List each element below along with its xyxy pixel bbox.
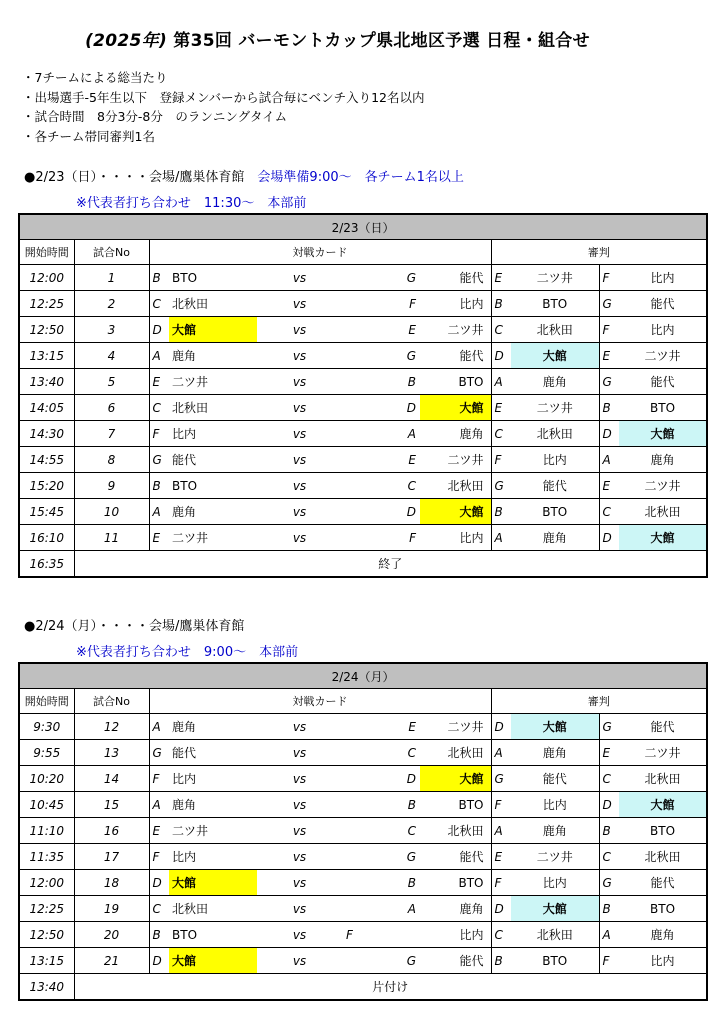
match-row [19, 421, 707, 447]
match-time: 12:25 [19, 896, 74, 922]
page-title [0, 26, 675, 51]
referee1-letter: D [491, 714, 511, 740]
team-b-name: 比内 [420, 291, 491, 317]
referee2-team: 二ツ井 [619, 473, 707, 499]
match-no: 6 [74, 395, 149, 421]
referee1-letter: A [491, 818, 511, 844]
team-a-name: 北秋田 [169, 395, 257, 421]
team-b-name: 二ツ井 [420, 317, 491, 343]
referee2-letter: B [599, 818, 619, 844]
referee2-team: 二ツ井 [619, 343, 707, 369]
referee1-team: 北秋田 [511, 317, 599, 343]
end-label: 片付け [74, 974, 707, 1001]
match-row [19, 265, 707, 291]
team-a-letter: A [149, 792, 169, 818]
referee2-letter: G [599, 291, 619, 317]
team-a-letter: E [149, 525, 169, 551]
vs-label: vs [257, 714, 342, 740]
referee1-team: 二ツ井 [511, 395, 599, 421]
match-no: 5 [74, 369, 149, 395]
match-row [19, 714, 707, 740]
referee1-letter: A [491, 525, 511, 551]
referee1-team: 能代 [511, 473, 599, 499]
team-b-name: 鹿角 [420, 896, 491, 922]
vs-label: vs [257, 948, 342, 974]
vs-label: vs [257, 265, 342, 291]
team-b-letter: E [342, 714, 420, 740]
team-a-letter: C [149, 395, 169, 421]
vs-label: vs [257, 844, 342, 870]
match-time: 12:25 [19, 291, 74, 317]
match-time: 14:55 [19, 447, 74, 473]
match-no: 17 [74, 844, 149, 870]
referee1-team: 鹿角 [511, 369, 599, 395]
day1-venue: ●2/23（日）・・・・会場/鷹巣体育館 [24, 170, 258, 185]
team-b-name: 比内 [420, 922, 491, 948]
col-header-no: 試合No [74, 689, 149, 714]
vs-label: vs [257, 369, 342, 395]
title-year: (2025年) [85, 31, 168, 51]
team-a-name: 二ツ井 [169, 369, 257, 395]
referee1-letter: C [491, 317, 511, 343]
vs-label: vs [257, 525, 342, 551]
referee2-team: BTO [619, 896, 707, 922]
match-no: 1 [74, 265, 149, 291]
referee2-team: 比内 [619, 317, 707, 343]
team-b-letter: D [342, 766, 420, 792]
match-time: 11:35 [19, 844, 74, 870]
team-a-name: 北秋田 [169, 896, 257, 922]
team-a-name: 鹿角 [169, 792, 257, 818]
col-header-card: 対戦カード [149, 689, 491, 714]
match-time: 9:30 [19, 714, 74, 740]
referee1-letter: B [491, 948, 511, 974]
match-time: 10:45 [19, 792, 74, 818]
referee1-letter: A [491, 369, 511, 395]
match-time: 14:05 [19, 395, 74, 421]
referee2-team: BTO [619, 818, 707, 844]
match-row [19, 343, 707, 369]
referee1-letter: E [491, 844, 511, 870]
team-a-name: 大館 [169, 948, 257, 974]
team-a-name: 大館 [169, 870, 257, 896]
team-a-letter: F [149, 421, 169, 447]
referee1-team: 比内 [511, 447, 599, 473]
match-row [19, 922, 707, 948]
team-b-name: 北秋田 [420, 740, 491, 766]
team-b-name: 比内 [420, 525, 491, 551]
team-a-letter: C [149, 896, 169, 922]
vs-label: vs [257, 473, 342, 499]
match-time: 15:45 [19, 499, 74, 525]
referee1-team: BTO [511, 291, 599, 317]
team-a-name: 大館 [169, 317, 257, 343]
match-row [19, 948, 707, 974]
match-time: 13:40 [19, 369, 74, 395]
referee2-team: 北秋田 [619, 766, 707, 792]
vs-label: vs [257, 818, 342, 844]
team-a-letter: B [149, 473, 169, 499]
team-b-name: 大館 [420, 499, 491, 525]
notes [22, 68, 425, 146]
col-header-no: 試合No [74, 240, 149, 265]
referee1-letter: A [491, 740, 511, 766]
day2-schedule-table [18, 662, 708, 1001]
match-no: 21 [74, 948, 149, 974]
match-no: 4 [74, 343, 149, 369]
date-header: 2/24（月） [19, 663, 707, 689]
team-b-letter: G [342, 343, 420, 369]
match-no: 14 [74, 766, 149, 792]
match-no: 10 [74, 499, 149, 525]
match-no: 9 [74, 473, 149, 499]
referee2-team: 大館 [619, 792, 707, 818]
match-row [19, 844, 707, 870]
team-b-name: 能代 [420, 265, 491, 291]
vs-label: vs [257, 421, 342, 447]
referee2-team: 大館 [619, 421, 707, 447]
referee2-letter: G [599, 369, 619, 395]
vs-label: vs [257, 395, 342, 421]
referee1-team: 比内 [511, 792, 599, 818]
team-a-name: 鹿角 [169, 343, 257, 369]
referee2-team: 能代 [619, 291, 707, 317]
referee2-team: 能代 [619, 870, 707, 896]
match-time: 14:30 [19, 421, 74, 447]
team-a-letter: F [149, 766, 169, 792]
team-b-letter: A [342, 421, 420, 447]
team-a-letter: B [149, 265, 169, 291]
referee1-team: BTO [511, 499, 599, 525]
team-b-name: 能代 [420, 844, 491, 870]
team-b-name: 鹿角 [420, 421, 491, 447]
team-a-name: 比内 [169, 844, 257, 870]
vs-label: vs [257, 766, 342, 792]
day1-meeting: ※代表者打ち合わせ 11:30～ 本部前 [76, 196, 307, 211]
referee2-letter: G [599, 870, 619, 896]
team-b-letter: G [342, 948, 420, 974]
day2-info [24, 615, 244, 634]
match-time: 9:55 [19, 740, 74, 766]
referee1-team: 二ツ井 [511, 844, 599, 870]
referee2-letter: C [599, 766, 619, 792]
match-row [19, 447, 707, 473]
team-b-name: 二ツ井 [420, 714, 491, 740]
referee1-letter: C [491, 922, 511, 948]
match-no: 3 [74, 317, 149, 343]
team-b-name: 大館 [420, 395, 491, 421]
match-row [19, 291, 707, 317]
team-b-letter: E [342, 447, 420, 473]
match-row [19, 896, 707, 922]
match-no: 20 [74, 922, 149, 948]
team-a-name: 二ツ井 [169, 818, 257, 844]
referee2-team: 大館 [619, 525, 707, 551]
team-a-letter: F [149, 844, 169, 870]
team-a-name: 能代 [169, 740, 257, 766]
team-b-name: 二ツ井 [420, 447, 491, 473]
referee1-team: 大館 [511, 714, 599, 740]
team-a-letter: G [149, 740, 169, 766]
team-b-letter: B [342, 792, 420, 818]
team-a-letter: E [149, 818, 169, 844]
match-time: 10:20 [19, 766, 74, 792]
col-header-ref: 審判 [491, 240, 707, 265]
referee1-team: 比内 [511, 870, 599, 896]
referee1-team: 大館 [511, 343, 599, 369]
team-a-name: 鹿角 [169, 499, 257, 525]
referee2-letter: C [599, 844, 619, 870]
team-a-letter: A [149, 343, 169, 369]
team-a-letter: E [149, 369, 169, 395]
referee2-team: BTO [619, 395, 707, 421]
referee1-letter: F [491, 792, 511, 818]
match-no: 8 [74, 447, 149, 473]
note-item: ・7チームによる総当たり [22, 70, 168, 85]
team-b-letter: A [342, 896, 420, 922]
referee1-team: 鹿角 [511, 525, 599, 551]
team-a-name: 比内 [169, 766, 257, 792]
referee2-letter: F [599, 317, 619, 343]
match-time: 12:00 [19, 265, 74, 291]
vs-label: vs [257, 317, 342, 343]
referee1-letter: B [491, 291, 511, 317]
team-b-letter: G [342, 265, 420, 291]
team-b-name: 大館 [420, 766, 491, 792]
referee1-letter: E [491, 395, 511, 421]
referee2-team: 能代 [619, 714, 707, 740]
team-b-letter: E [342, 317, 420, 343]
team-a-name: 二ツ井 [169, 525, 257, 551]
end-time: 13:40 [19, 974, 74, 1001]
title-main: 第35回 バーモントカップ県北地区予選 日程・組合せ [173, 31, 590, 51]
vs-label: vs [257, 740, 342, 766]
end-time: 16:35 [19, 551, 74, 578]
referee2-letter: E [599, 740, 619, 766]
match-row [19, 317, 707, 343]
team-b-letter: D [342, 395, 420, 421]
team-a-name: 北秋田 [169, 291, 257, 317]
vs-label: vs [257, 792, 342, 818]
team-b-letter: F [342, 922, 420, 948]
team-b-name: 能代 [420, 343, 491, 369]
match-row [19, 740, 707, 766]
team-b-letter: D [342, 499, 420, 525]
match-no: 2 [74, 291, 149, 317]
vs-label: vs [257, 291, 342, 317]
referee2-letter: B [599, 395, 619, 421]
match-time: 16:10 [19, 525, 74, 551]
match-no: 19 [74, 896, 149, 922]
col-header-card: 対戦カード [149, 240, 491, 265]
team-a-name: BTO [169, 473, 257, 499]
day1-info [24, 166, 464, 185]
referee2-letter: D [599, 525, 619, 551]
referee2-team: 能代 [619, 369, 707, 395]
team-b-name: BTO [420, 369, 491, 395]
match-row [19, 525, 707, 551]
team-a-name: 比内 [169, 421, 257, 447]
referee1-team: 能代 [511, 766, 599, 792]
match-row [19, 473, 707, 499]
team-b-name: 能代 [420, 948, 491, 974]
team-a-letter: G [149, 447, 169, 473]
vs-label: vs [257, 922, 342, 948]
match-time: 11:10 [19, 818, 74, 844]
referee1-letter: F [491, 447, 511, 473]
referee2-letter: A [599, 922, 619, 948]
match-time: 12:50 [19, 317, 74, 343]
match-time: 13:15 [19, 948, 74, 974]
team-b-letter: F [342, 525, 420, 551]
referee1-team: 北秋田 [511, 922, 599, 948]
referee1-letter: F [491, 870, 511, 896]
col-header-ref: 審判 [491, 689, 707, 714]
note-item: ・各チーム帯同審判1名 [22, 128, 155, 144]
referee2-letter: B [599, 896, 619, 922]
vs-label: vs [257, 499, 342, 525]
match-time: 12:00 [19, 870, 74, 896]
match-row [19, 395, 707, 421]
team-a-letter: A [149, 714, 169, 740]
team-a-name: BTO [169, 922, 257, 948]
referee2-letter: G [599, 714, 619, 740]
referee2-team: 鹿角 [619, 922, 707, 948]
referee2-letter: F [599, 948, 619, 974]
team-b-letter: B [342, 870, 420, 896]
team-a-letter: D [149, 317, 169, 343]
vs-label: vs [257, 447, 342, 473]
match-time: 13:15 [19, 343, 74, 369]
referee2-team: 比内 [619, 265, 707, 291]
team-a-letter: D [149, 948, 169, 974]
referee1-team: 鹿角 [511, 818, 599, 844]
team-b-letter: C [342, 818, 420, 844]
referee2-team: 比内 [619, 948, 707, 974]
match-no: 11 [74, 525, 149, 551]
team-a-name: 鹿角 [169, 714, 257, 740]
referee1-letter: G [491, 473, 511, 499]
team-b-name: BTO [420, 792, 491, 818]
match-row [19, 818, 707, 844]
referee1-letter: D [491, 343, 511, 369]
referee1-letter: D [491, 896, 511, 922]
referee1-letter: C [491, 421, 511, 447]
referee1-letter: B [491, 499, 511, 525]
referee2-letter: E [599, 343, 619, 369]
referee2-letter: D [599, 792, 619, 818]
match-row [19, 369, 707, 395]
referee1-team: 二ツ井 [511, 265, 599, 291]
match-row [19, 499, 707, 525]
team-a-letter: C [149, 291, 169, 317]
team-b-letter: C [342, 473, 420, 499]
referee1-letter: G [491, 766, 511, 792]
team-b-name: 北秋田 [420, 818, 491, 844]
date-header: 2/23（日） [19, 214, 707, 240]
referee2-letter: F [599, 265, 619, 291]
match-row [19, 870, 707, 896]
team-b-letter: B [342, 369, 420, 395]
referee2-letter: A [599, 447, 619, 473]
note-item: ・試合時間 8分3分-8分 のランニングタイム [22, 109, 288, 124]
match-no: 15 [74, 792, 149, 818]
day1-schedule-table [18, 213, 708, 578]
team-b-letter: F [342, 291, 420, 317]
match-no: 13 [74, 740, 149, 766]
match-row [19, 766, 707, 792]
referee2-team: 二ツ井 [619, 740, 707, 766]
end-label: 終了 [74, 551, 707, 578]
referee2-team: 鹿角 [619, 447, 707, 473]
referee2-letter: D [599, 421, 619, 447]
referee2-letter: E [599, 473, 619, 499]
day1-prep: 会場準備9:00～ 各チーム1名以上 [257, 170, 464, 185]
match-row [19, 792, 707, 818]
vs-label: vs [257, 896, 342, 922]
referee1-team: 鹿角 [511, 740, 599, 766]
referee2-team: 北秋田 [619, 499, 707, 525]
vs-label: vs [257, 870, 342, 896]
team-a-letter: B [149, 922, 169, 948]
referee1-team: 北秋田 [511, 421, 599, 447]
col-header-time: 開始時間 [19, 240, 74, 265]
day2-meeting: ※代表者打ち合わせ 9:00～ 本部前 [76, 645, 299, 660]
referee2-team: 北秋田 [619, 844, 707, 870]
team-b-name: 北秋田 [420, 473, 491, 499]
match-no: 16 [74, 818, 149, 844]
referee1-team: BTO [511, 948, 599, 974]
team-a-name: 能代 [169, 447, 257, 473]
referee1-letter: E [491, 265, 511, 291]
team-a-letter: D [149, 870, 169, 896]
match-no: 18 [74, 870, 149, 896]
team-b-name: BTO [420, 870, 491, 896]
team-b-letter: G [342, 844, 420, 870]
team-a-letter: A [149, 499, 169, 525]
col-header-time: 開始時間 [19, 689, 74, 714]
vs-label: vs [257, 343, 342, 369]
match-no: 12 [74, 714, 149, 740]
team-a-name: BTO [169, 265, 257, 291]
day2-venue: ●2/24（月）・・・・会場/鷹巣体育館 [24, 619, 245, 634]
match-time: 12:50 [19, 922, 74, 948]
match-time: 15:20 [19, 473, 74, 499]
note-item: ・出場選手-5年生以下 登録メンバーから試合毎にベンチ入り12名以内 [22, 89, 425, 105]
referee1-team: 大館 [511, 896, 599, 922]
referee2-letter: C [599, 499, 619, 525]
team-b-letter: C [342, 740, 420, 766]
match-no: 7 [74, 421, 149, 447]
